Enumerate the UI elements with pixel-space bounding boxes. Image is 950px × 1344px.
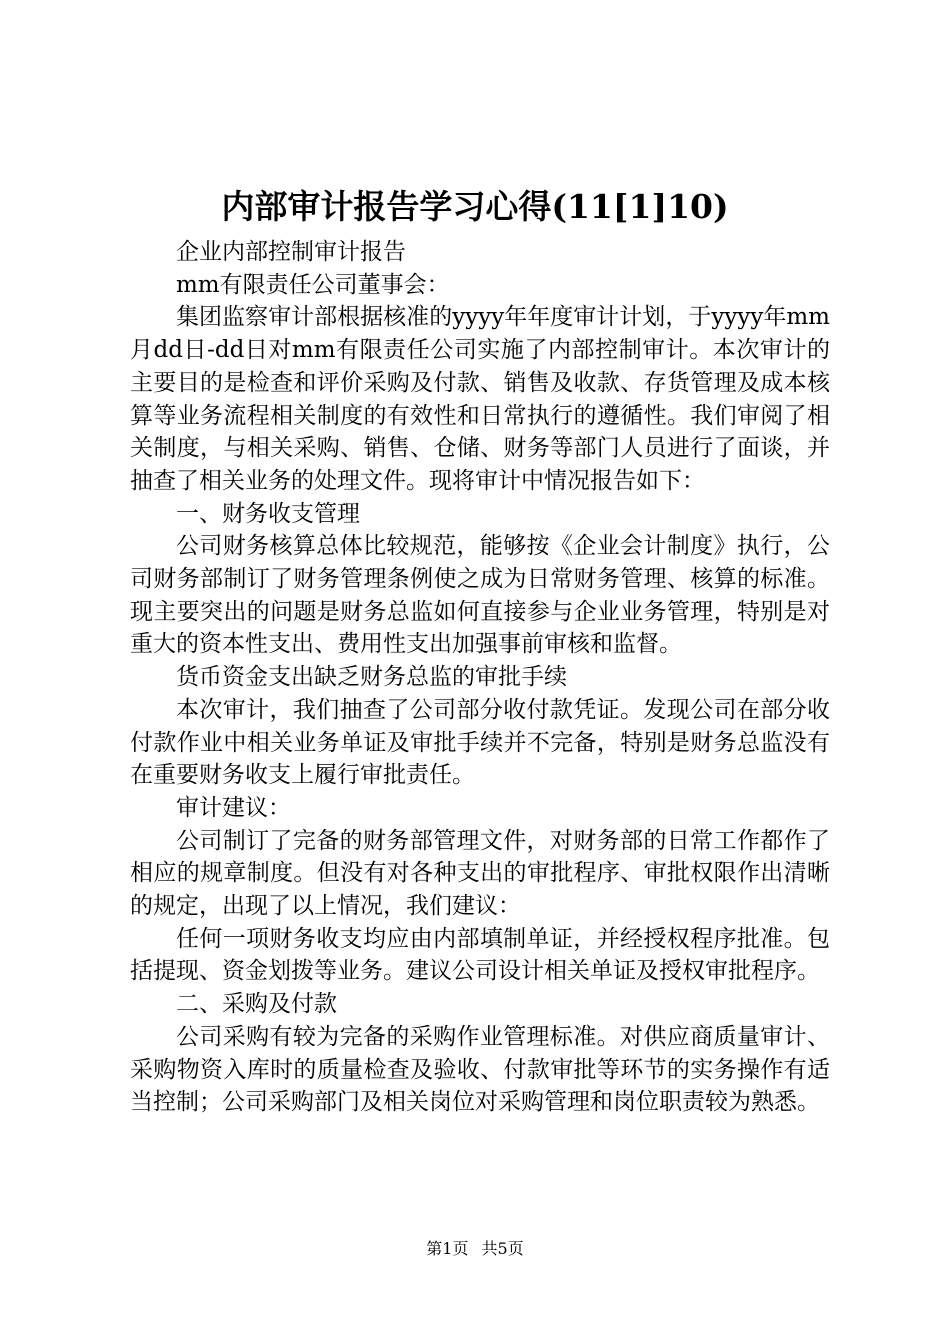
paragraph-addressee: mm有限责任公司董事会： bbox=[176, 271, 450, 298]
page-number: 第1页 bbox=[426, 1239, 469, 1258]
page-total: 共5页 bbox=[481, 1239, 524, 1258]
subheading-cash-approval: 货币资金支出缺乏财务总监的审批手续 bbox=[176, 664, 567, 691]
paragraph-intro: 集团监察审计部根据核准的yyyy年年度审计计划，于yyyy年mm月dd日-dd日对mm有限责任公司实施了内部控制审计。本次审计的主要目的是检查和评价采购及付款、销售及收款、存货管理及成本核算等业务流程相关制度的有效性和日常执行的遵循性。我们审阅了相关制度，与相关采购、销售、仓储、财务等部门人员进行了面谈，并抽查了相关业务的处理文件。现将审计中情况报告如下： bbox=[130, 304, 830, 494]
section-heading-procurement: 二、采购及付款 bbox=[176, 991, 337, 1018]
section-heading-finance: 一、财务收支管理 bbox=[176, 500, 360, 527]
paragraph-suggestion-context: 公司制订了完备的财务部管理文件，对财务部的日常工作都作了相应的规章制度。但没有对各种支出的审批程序、审批权限作出清晰的规定，出现了以上情况，我们建议： bbox=[130, 827, 830, 920]
paragraph-audit-findings: 本次审计，我们抽查了公司部分收付款凭证。发现公司在部分收付款作业中相关业务单证及审批手续并不完备，特别是财务总监没有在重要财务收支上履行审批责任。 bbox=[130, 696, 830, 789]
paragraph-procurement: 公司采购有较为完备的采购作业管理标准。对供应商质量审计、采购物资入库时的质量检查及验收、付款审批等环节的实务操作有适当控制；公司采购部门及相关岗位对采购管理和岗位职责较为熟悉。 bbox=[130, 1023, 830, 1116]
paragraph-suggestion-detail: 任何一项财务收支均应由内部填制单证，并经授权程序批准。包括提现、资金划拨等业务。建议公司设计相关单证及授权审批程序。 bbox=[130, 925, 830, 985]
paragraph-finance-overview: 公司财务核算总体比较规范，能够按《企业会计制度》执行，公司财务部制订了财务管理条例使之成为日常财务管理、核算的标准。现主要突出的问题是财务总监如何直接参与企业业务管理，特别是对重大的资本性支出、费用性支出加强事前审核和监督。 bbox=[130, 533, 830, 658]
document-body bbox=[130, 236, 830, 1119]
page-footer bbox=[0, 1238, 950, 1260]
subheading-audit-suggestion: 审计建议： bbox=[176, 794, 291, 821]
paragraph-report-heading: 企业内部控制审计报告 bbox=[176, 239, 406, 265]
document-title: 内部审计报告学习心得(11[1]10) bbox=[221, 187, 729, 226]
